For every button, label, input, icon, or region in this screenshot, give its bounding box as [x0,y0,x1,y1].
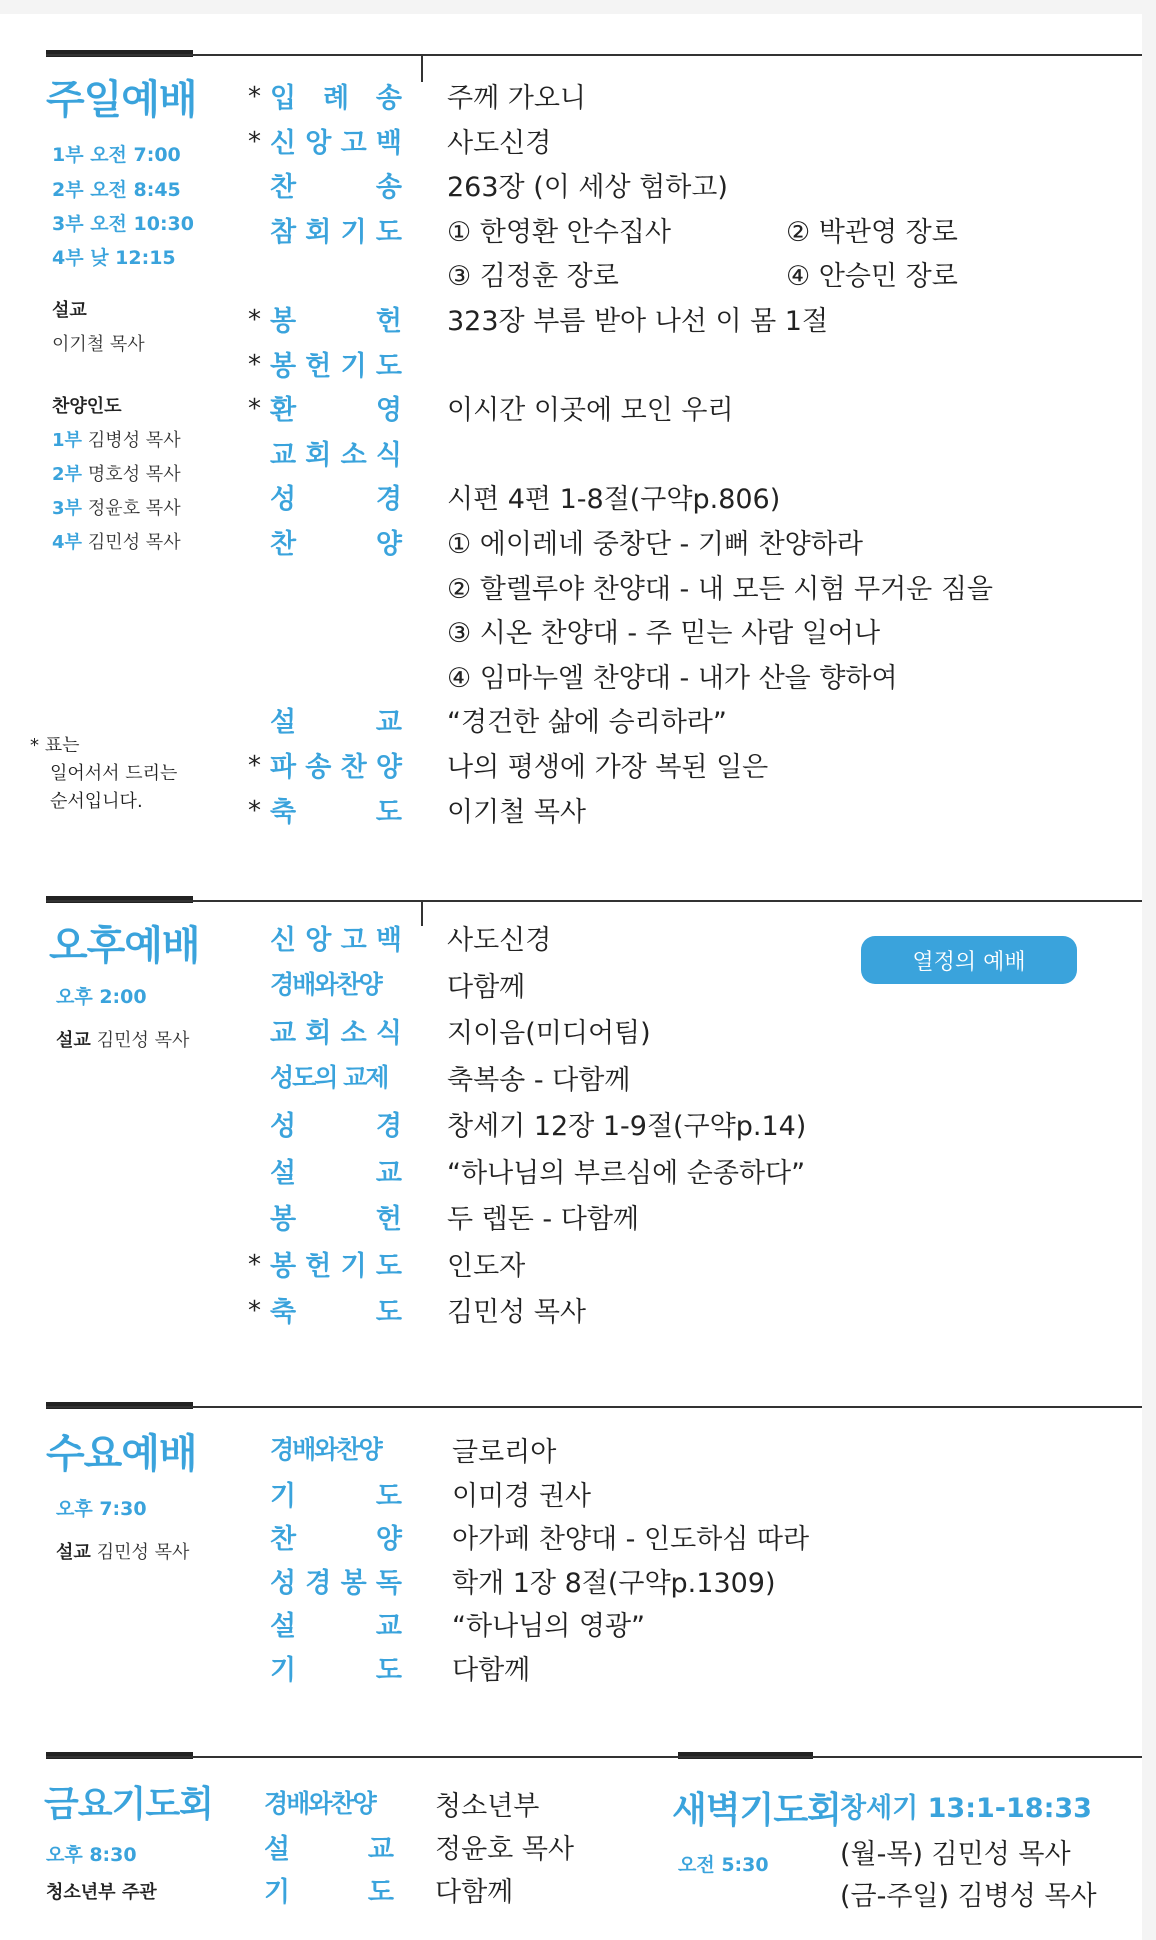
standing-marker: * [248,1249,261,1280]
order-content: 323장 부름 받아 나선 이 몸 1절 [447,306,829,337]
order-label-char: 봉 [340,1567,367,1599]
order-label [270,1648,402,1687]
order-row [0,344,1142,388]
order-content: 시편 4편 1-8절(구약p.806) [447,484,781,516]
order-label [270,477,402,516]
order-label [264,1870,394,1909]
order-label-char: 도 [375,216,402,248]
order-label-char: 앙 [305,127,332,159]
order-row [0,611,1142,655]
order-label-char: 교 [270,439,297,471]
wednesday-service-section [0,1402,1142,1742]
order-label-char: 백 [375,925,402,956]
section-divider [46,54,1142,56]
order-row [0,433,1142,477]
wednesday-service-title: 수요예배 [46,1431,197,1477]
standing-marker: * [248,394,261,425]
dawn-prayer-weekday: (월-목) 김민성 목사 [840,1839,1071,1870]
order-label-char: 기 [340,216,367,248]
order-label [270,210,402,249]
order-label [270,388,402,427]
order-content: 사도신경 [447,127,552,159]
order-content: “경건한 삶에 승리하라” [447,707,727,739]
order-label-char: 회 [305,1018,332,1049]
order-content: 이기철 목사 [447,796,586,828]
order-label-char: 봉 [270,306,297,337]
standing-marker: * [248,126,261,157]
order-row [0,1561,1142,1605]
service-time-4: 4부 낮 12:15 [52,247,176,269]
order-row [0,254,1142,298]
order-label-char: 설 [270,1157,297,1189]
order-label-char: 고 [340,925,367,956]
order-label-char: 기 [270,1480,297,1512]
order-label [270,1244,402,1283]
order-label-char: 봉 [270,350,297,382]
order-content: 지이음(미디어팀) [447,1018,651,1049]
afternoon-service-title: 오후예배 [49,923,200,969]
order-label-char: 설 [270,707,297,739]
order-label-char: 참 [270,216,297,248]
order-content: ④ 임마누엘 찬양대 - 내가 산을 향하여 [447,662,898,694]
order-label-char: 신 [270,127,297,159]
order-label-char: 헌 [375,1204,402,1235]
order-row [0,1474,1142,1518]
order-label [270,1104,402,1143]
afternoon-sermon: 설교 김민성 목사 [56,1030,190,1051]
order-row [0,918,1142,962]
section-divider [46,1756,1142,1758]
order-label-char: 회 [305,216,332,248]
section-divider [46,1406,1142,1408]
order-content: ③ 김정훈 장로 [447,261,619,293]
afternoon-service-section [0,896,1142,1376]
dawn-prayer-title: 새벽기도회 [672,1790,841,1831]
bulletin-page [0,14,1142,1940]
order-label-char: 기 [340,350,367,382]
order-label-char: 성 [270,1111,297,1142]
order-row [0,1011,1142,1055]
order-row [0,210,1142,254]
order-label-char: 기 [264,1877,291,1908]
standing-note-line1: 일어서서 드리는 [50,763,178,784]
order-label-char: 찬 [270,529,297,560]
order-content: 이시간 이곳에 모인 우리 [447,395,734,427]
passion-worship-badge: 열정의 예배 [861,936,1077,984]
sermon-label: 설교 [52,300,87,321]
order-label-char: 찬 [340,752,367,783]
order-label-char: 환 [270,395,297,427]
order-label-char: 고 [340,127,367,159]
order-content: 다함께 [447,971,526,1003]
order-label [270,165,402,204]
order-label [270,1011,402,1050]
order-label-char: 찬 [270,1524,297,1556]
afternoon-service-time: 오후 2:00 [56,986,147,1008]
order-label [270,1197,402,1236]
standing-marker: * [248,1296,261,1326]
order-label-char: 축 [270,796,297,828]
order-content: 263장 (이 세상 험하고) [447,172,728,204]
dawn-prayer-scripture: 창세기 13:1-18:33 [840,1793,1092,1824]
order-label-char: 양 [375,529,402,560]
order-row [0,1244,1142,1288]
order-content: ① 에이레네 중창단 - 기뻐 찬양하라 [447,529,863,560]
order-row [0,1197,1142,1241]
order-label [270,1290,402,1329]
order-label-char: 설 [270,1611,297,1643]
service-time-2: 2부 오전 8:45 [52,179,181,201]
order-label [270,522,402,561]
order-content: 축복송 - 다함께 [447,1064,631,1096]
order-label [270,745,402,784]
order-label [270,1517,402,1556]
order-label-char: 송 [305,752,332,783]
order-label [270,790,402,829]
order-label-char: 헌 [305,1250,332,1282]
order-label [270,700,402,739]
order-label-char: 헌 [305,350,332,382]
order-label [270,299,402,338]
order-content-secondary: ② 박관영 장로 [786,216,958,248]
order-label-char: 도 [375,1655,402,1686]
order-label [270,1151,402,1190]
order-label-char: 경 [305,1567,332,1599]
order-label-char: 기 [340,1250,367,1282]
order-label-char: 경 [375,484,402,516]
order-label-char: 봉 [270,1250,297,1282]
order-label-char: 례 [322,83,350,114]
sunday-service-title: 주일예배 [46,77,197,123]
order-label-char: 설 [264,1834,291,1865]
friday-prayer-time: 오후 8:30 [46,1844,137,1866]
order-label-char: 앙 [305,925,332,956]
order-content: 학개 1장 8절(구약p.1309) [452,1567,776,1599]
order-label-char: 기 [270,1655,297,1686]
order-label: 경배와찬양 [270,969,381,999]
order-row [0,522,1142,566]
order-row [0,790,1142,834]
order-row [0,1058,1142,1102]
order-label-char: 축 [270,1297,297,1328]
sunday-service-section [0,14,1142,894]
order-label-char: 식 [375,1018,402,1049]
order-label-char: 백 [375,127,402,159]
order-row [0,1151,1142,1195]
order-label-char: 영 [375,395,402,427]
order-label [270,76,402,115]
order-label [270,1474,402,1513]
order-label [270,1604,402,1643]
order-row [0,299,1142,343]
order-row [0,700,1142,744]
order-label-char: 독 [375,1567,402,1599]
order-content: 사도신경 [447,925,552,956]
order-label-char: 성 [270,1567,297,1599]
order-content: 아가페 찬양대 - 인도하심 따라 [452,1524,810,1556]
order-row [0,1517,1142,1561]
order-label-char: 교 [375,1157,402,1189]
order-content: 다함께 [452,1655,531,1686]
order-label-char: 도 [375,1297,402,1328]
order-content-secondary: ④ 안승민 장로 [786,261,958,293]
order-label-char: 입 [270,83,297,114]
dawn-prayer-time: 오전 5:30 [678,1854,769,1876]
order-label-char: 회 [305,439,332,471]
standing-marker: * [248,795,261,826]
order-content: ③ 시온 찬양대 - 주 믿는 사람 일어나 [447,618,881,650]
order-label-char: 도 [367,1877,394,1908]
order-label-char: 소 [340,1018,367,1049]
order-content: 두 렙돈 - 다함께 [447,1204,639,1235]
order-label [264,1827,394,1866]
praise-leader-2: 2부 명호성 목사 [52,464,181,485]
order-label: 경배와찬양 [264,1789,375,1818]
praise-leader-1: 1부 김병성 목사 [52,430,181,451]
standing-note-line2: 순서입니다. [50,791,143,812]
order-label-char: 찬 [270,172,297,204]
order-label [270,1561,402,1600]
dawn-prayer-weekend: (금-주일) 김병성 목사 [840,1881,1097,1912]
praise-leader-4: 4부 김민성 목사 [52,532,181,553]
standing-note-star: * 표는 [30,735,80,756]
order-label-char: 경 [375,1111,402,1142]
order-content: 청소년부 [435,1791,540,1822]
order-label-char: 교 [375,707,402,739]
order-row [0,745,1142,789]
order-row [0,656,1142,700]
order-row [0,1104,1142,1148]
order-label: 경배와찬양 [270,1435,381,1464]
order-label-char: 신 [270,925,297,956]
order-label [270,918,402,957]
order-row [0,1648,1142,1692]
standing-marker: * [248,82,261,112]
order-label-char: 도 [375,1480,402,1512]
order-content: 나의 평생에 가장 복된 일은 [447,752,769,783]
order-label-char: 헌 [375,306,402,337]
order-label-char: 성 [270,484,297,516]
order-label-char: 도 [375,1250,402,1282]
service-time-3: 3부 오전 10:30 [52,213,194,235]
order-row [0,165,1142,209]
order-content: “하나님의 영광” [452,1611,646,1643]
wednesday-service-time: 오후 7:30 [56,1498,147,1520]
section-divider [46,900,1142,902]
praise-leader-label: 찬양인도 [52,396,122,417]
wednesday-sermon: 설교 김민성 목사 [56,1542,190,1563]
order-row [0,121,1142,165]
order-content: 글로리아 [452,1437,557,1468]
order-content: ① 한영환 안수집사 [447,216,671,248]
order-label-char: 도 [375,350,402,382]
standing-marker: * [248,751,261,781]
order-content: 다함께 [435,1877,514,1908]
order-content: ② 할렐루야 찬양대 - 내 모든 시험 무거운 짐을 [447,573,994,605]
order-row [0,567,1142,611]
standing-marker: * [248,349,261,380]
order-content: 창세기 12장 1-9절(구약p.14) [447,1111,807,1142]
prayer-meetings-section [0,1752,1142,1940]
order-label-char: 소 [340,439,367,471]
order-content: “하나님의 부르심에 순종하다” [447,1157,806,1189]
order-label [270,433,402,472]
order-row [0,1290,1142,1334]
order-label-char: 봉 [270,1204,297,1235]
order-label [270,344,402,383]
order-row [0,477,1142,521]
order-content: 인도자 [447,1250,526,1282]
order-label-char: 양 [375,752,402,783]
order-label-char: 교 [375,1611,402,1643]
praise-leader-3: 3부 정윤호 목사 [52,498,181,519]
order-label-char: 도 [375,796,402,828]
standing-marker: * [248,305,261,335]
order-label-char: 교 [367,1834,394,1865]
service-time-1: 1부 오전 7:00 [52,144,181,166]
order-label: 성도의 교제 [270,1062,388,1092]
order-content: 김민성 목사 [447,1297,586,1328]
order-label-char: 송 [375,83,402,114]
order-label-char: 교 [270,1018,297,1049]
friday-prayer-host: 청소년부 주관 [46,1882,157,1903]
order-row [0,388,1142,432]
order-content: 주께 가오니 [447,83,586,114]
order-label-char: 양 [375,1524,402,1556]
order-label [270,121,402,160]
order-content: 이미경 권사 [452,1480,591,1512]
order-label-char: 파 [270,752,297,783]
order-row [0,1604,1142,1648]
order-content: 정윤호 목사 [435,1834,574,1865]
sermon-preacher: 이기철 목사 [52,334,145,355]
order-row [0,1430,1142,1474]
order-row [0,76,1142,120]
order-row [0,965,1142,1009]
friday-prayer-title: 금요기도회 [44,1784,213,1825]
order-label-char: 송 [375,172,402,204]
order-label-char: 식 [375,439,402,471]
